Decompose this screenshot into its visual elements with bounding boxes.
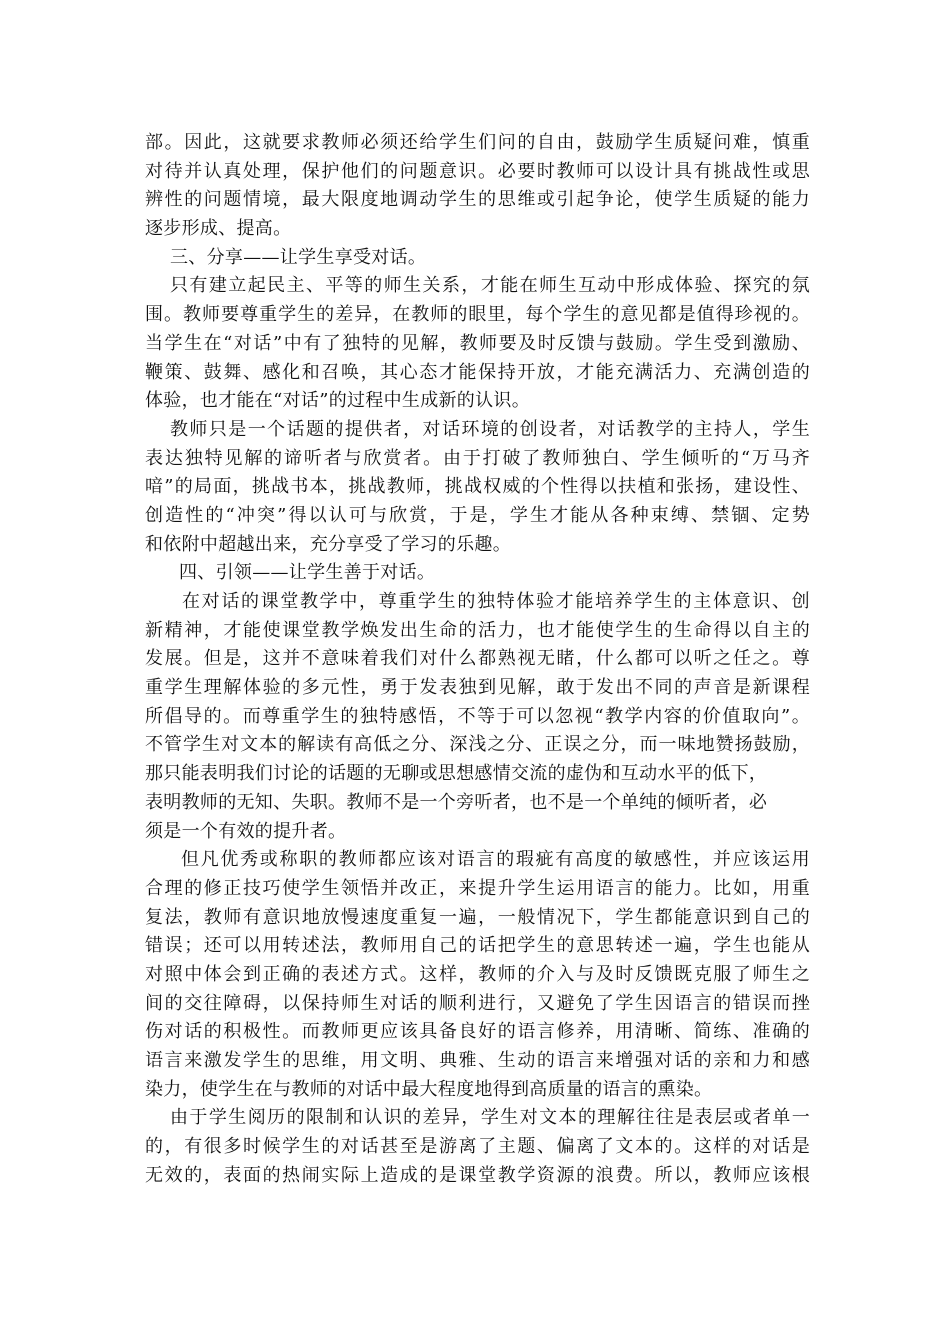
text-line: 间的交往障碍，以保持师生对话的顺利进行，又避免了学生因语言的错误而挫 — [145, 992, 810, 1014]
text-line: 语言来激发学生的思维，用文明、典雅、生动的语言来增强对话的亲和力和感 — [145, 1050, 810, 1071]
text-line: 的，有很多时候学生的对话甚至是游离了主题、偏离了文本的。这样的对话是 — [145, 1136, 810, 1158]
text-line: 无效的，表面的热闹实际上造成的是课堂教学资源的浪费。所以，教师应该根 — [145, 1164, 810, 1186]
text-line: 对待并认真处理，保护他们的问题意识。必要时教师可以设计具有挑战性或思 — [145, 160, 810, 182]
document-body — [145, 129, 810, 1190]
text-line: 和依附中超越出来，充分享受了学习的乐趣。 — [145, 533, 511, 555]
text-line: 教师只是一个话题的提供者，对话环境的创设者，对话教学的主持人，学生 — [170, 418, 810, 440]
text-line: 表达独特见解的谛听者与欣赏者。由于打破了教师独白、学生倾听的“万马齐 — [145, 447, 810, 469]
section-heading: 三、分享——让学生享受对话。 — [170, 246, 427, 268]
text-line: 只有建立起民主、平等的师生关系，才能在师生互动中形成体验、探究的氛 — [170, 275, 810, 297]
text-line: 当学生在“对话”中有了独特的见解，教师要及时反馈与鼓励。学生受到激励、 — [145, 332, 810, 354]
text-line: 逐步形成、提高。 — [145, 218, 292, 240]
text-line: 表明教师的无知、失职。教师不是一个旁听者，也不是一个单纯的倾听者，必 — [145, 791, 768, 813]
text-line: 对照中体会到正确的表述方式。这样，教师的介入与及时反馈既克服了师生之 — [145, 963, 810, 985]
text-line: 围。教师要尊重学生的差异，在教师的眼里，每个学生的意见都是值得珍视的。 — [145, 304, 810, 326]
text-line: 部。因此，这就要求教师必须还给学生们问的自由，鼓励学生质疑问难，慎重 — [145, 132, 810, 153]
text-line: 那只能表明我们讨论的话题的无聊或思想感情交流的虚伪和互动水平的低下， — [145, 763, 768, 785]
text-line: 但凡优秀或称职的教师都应该对语言的瑕疵有高度的敏感性，并应该运用 — [181, 849, 810, 871]
section-heading: 四、引领——让学生善于对话。 — [179, 562, 436, 584]
text-line: 须是一个有效的提升者。 — [145, 820, 347, 842]
text-line: 重学生理解体验的多元性，勇于发表独到见解，敢于发出不同的声音是新课程 — [145, 677, 810, 699]
text-line: 伤对话的积极性。而教师更应该具备良好的语言修养，用清晰、简练、准确的 — [145, 1021, 810, 1043]
text-line: 辨性的问题情境，最大限度地调动学生的思维或引起争论，使学生质疑的能力 — [145, 189, 810, 211]
text-line: 不管学生对文本的解读有高低之分、深浅之分、正误之分，而一味地赞扬鼓励， — [145, 734, 810, 756]
text-line: 发展。但是，这并不意味着我们对什么都熟视无睹，什么都可以听之任之。尊 — [145, 648, 810, 670]
text-line: 创造性的“冲突”得以认可与欣赏，于是，学生才能从各种束缚、禁锢、定势 — [145, 504, 810, 526]
text-line: 在对话的课堂教学中，尊重学生的独特体验才能培养学生的主体意识、创 — [182, 591, 810, 612]
text-line: 染力，使学生在与教师的对话中最大程度地得到高质量的语言的熏染。 — [145, 1078, 713, 1100]
text-line: 体验，也才能在“对话”的过程中生成新的认识。 — [145, 390, 531, 412]
text-line: 合理的修正技巧使学生领悟并改正，来提升学生运用语言的能力。比如，用重 — [145, 877, 810, 899]
text-line: 由于学生阅历的限制和认识的差异，学生对文本的理解往往是表层或者单一 — [170, 1107, 810, 1129]
text-line: 所倡导的。而尊重学生的独特感悟，不等于可以忽视“教学内容的价值取向”。 — [145, 705, 810, 727]
text-line: 错误；还可以用转述法，教师用自己的话把学生的意思转述一遍，学生也能从 — [145, 935, 810, 957]
text-line: 喑”的局面，挑战书本，挑战教师，挑战权威的个性得以扶植和张扬，建设性、 — [145, 476, 810, 498]
text-line: 新精神，才能使课堂教学焕发出生命的活力，也才能使学生的生命得以自主的 — [145, 619, 810, 641]
text-line: 复法，教师有意识地放慢速度重复一遍，一般情况下，学生都能意识到自己的 — [145, 906, 810, 928]
text-line: 鞭策、鼓舞、感化和召唤，其心态才能保持开放，才能充满活力、充满创造的 — [145, 361, 810, 383]
